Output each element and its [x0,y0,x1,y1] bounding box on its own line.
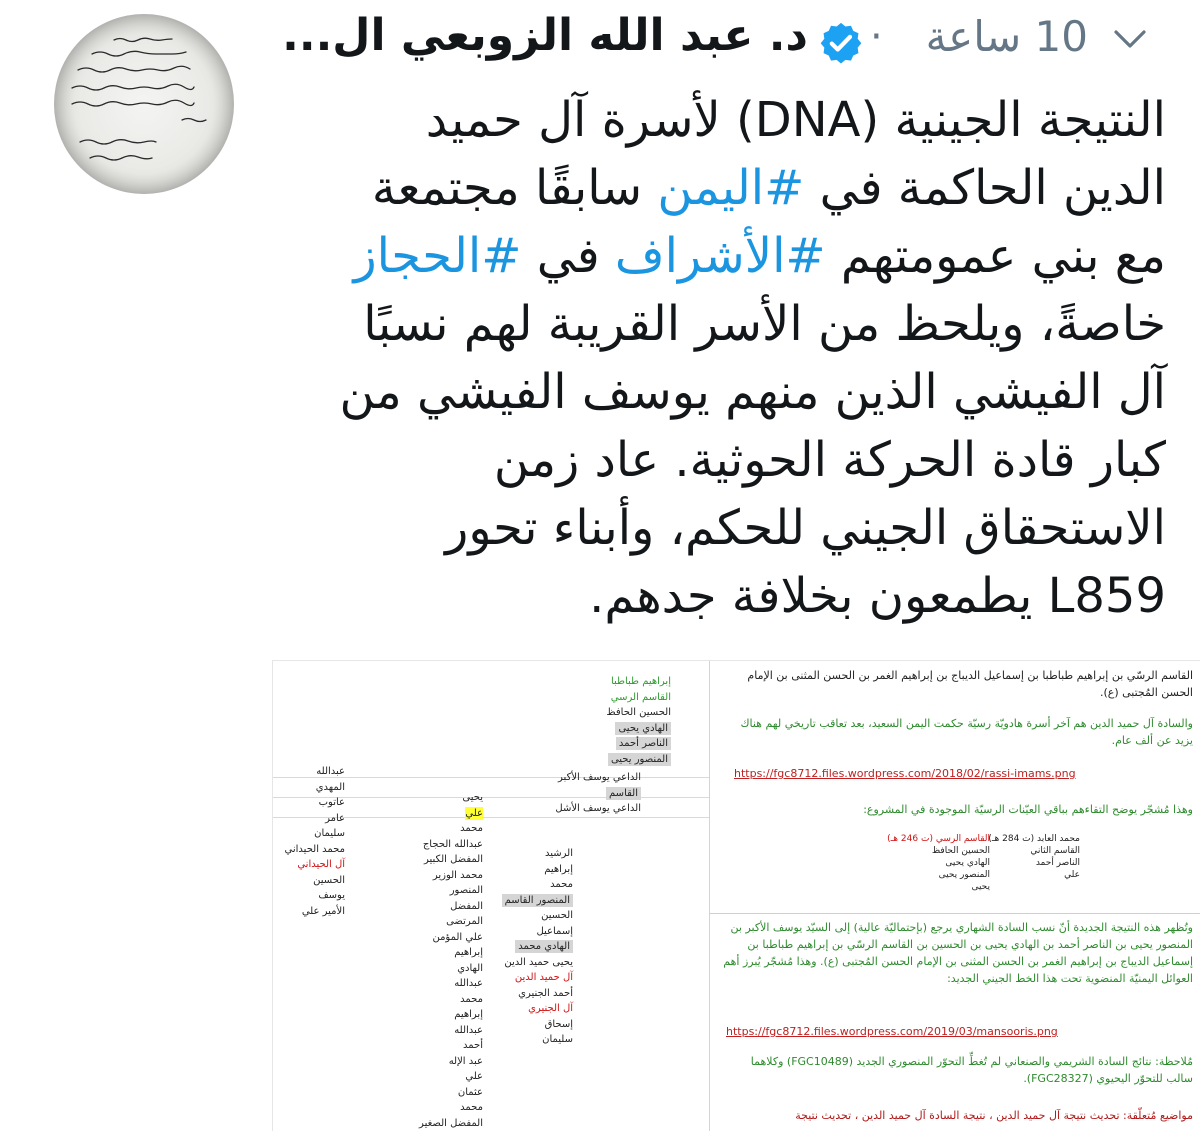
table-cell: عاتوب [318,797,345,808]
mini-table-cell: القاسم الرسي (ت 246 هـ) [887,834,990,844]
doc-paragraph: القاسم الرسّي بن إبراهيم طباطبا بن إسماعيل الديباج بن إبراهيم الغمر بن الحسن المثنى بن الإمام الحسن المُجتبى (ع). [747,669,1193,699]
hashtag-link[interactable]: #اليمن [657,160,805,216]
table-cell: المنصور القاسم [502,894,573,907]
tweet-text [266,86,1166,630]
table-cell: إبراهيم [544,863,573,875]
table-cell: الناصر أحمد [616,737,671,750]
tweet-text-segment: الاستحقاق الجيني للحكم، وأبناء تحور [445,500,1166,556]
tweet-text-segment: الدين الحاكمة في [804,160,1166,216]
tweet-text-segment: مع بني عمومتهم [825,228,1166,284]
tweet-line [266,86,1166,154]
chevron-down-icon[interactable] [1112,24,1148,54]
table-cell: المفضل الكبير [424,854,483,865]
verified-badge-icon [818,20,864,66]
mini-table-cell: المنصور يحيى [938,870,990,880]
table-cell: الهادي محمد [515,940,573,953]
mini-table-cell: محمد العابد (ت 284 هـ) [988,834,1080,844]
table-cell: إسحاق [544,1018,573,1030]
mini-table-cell: الناصر أحمد [1035,858,1080,868]
table-cell: محمد [460,1102,483,1113]
family-tree-table [273,661,709,1131]
table-cell: عبدالله [454,978,483,989]
table-cell: المرتضى [446,916,483,927]
table-cell: عبد الإله [448,1055,483,1067]
tweet-line [266,426,1166,494]
table-cell: أحمد الجنيري [518,987,573,999]
doc-paragraph: مواضيع مُتعلّقة: تحديث نتيجة آل حميد الدين ، نتيجة السادة آل حميد الدين ، تحديث نتيجة [795,1109,1193,1122]
tweet-line [266,154,1166,222]
tweet-line [266,222,1166,290]
tweet-text-segment: سابقًا مجتمعة [371,160,658,216]
mini-table-cell: القاسم الثاني [1030,846,1080,856]
table-cell: الرشيد [545,848,573,859]
attached-image[interactable] [272,660,1200,1131]
tweet-text-segment: النتيجة الجينية (DNA) لأسرة آل حميد [425,92,1166,148]
table-cell: الهادي يحيى [615,722,671,735]
author-name[interactable]: د. عبد الله الزوبعي ال... [282,10,808,61]
table-cell: الحسين الحافظ [606,707,671,718]
tweet-text-segment: L859 يطمعون بخلافة جدهم. [589,568,1166,624]
table-cell: إبراهيم [454,947,483,958]
doc-link[interactable]: https://fgc8712.files.wordpress.com/2018/02/rassi-imams.png [734,767,1076,780]
table-cell: سليمان [314,828,345,839]
handwritten-letter-image [54,14,234,194]
table-cell: الداعي يوسف الأكبر [558,772,641,783]
table-cell: يحيى [462,792,483,803]
table-cell: المهدي [315,781,345,793]
table-cell: القاسم الرسي [610,691,671,703]
doc-paragraph: مُلاحظة: نتائج السادة الشريمي والصنعاني لم تُغطِّ التحوّر المنصوري الجديد (FGC10489) وكلاهما سالب للتحوّر اليحيوي (FGC28327). [750,1055,1193,1085]
table-cell: عثمان [457,1086,483,1098]
table-cell: علي [465,807,483,819]
avatar[interactable] [54,14,234,194]
doc-paragraph: والسادة آل حميد الدين هم آخر أسرة هادويّة رسيّة حكمت اليمن السعيد، بعد تعاقب تاريخي لهم هناك يزيد عن ألف عام. [740,717,1193,747]
mini-tree-table [860,833,1090,893]
tweet-line [266,494,1166,562]
tweet-line [266,562,1166,630]
table-cell: محمد الحيداني [284,843,345,855]
hashtag-link[interactable]: #الحجاز [353,228,522,284]
table-cell: المنصور [449,885,483,896]
table-cell: الأمير علي [301,905,345,917]
table-cell: محمد [460,823,483,834]
doc-paragraph: وتُظهر هذه النتيجة الجديدة أنّ نسب السادة الشهاري يرجع (بإحتماليّة عالية) إلى السيّد يوسف الأكبر بن المنصور يحيى بن الناصر أحمد بن الهادي يحيى بن الحسين بن القاسم الرسّي بن إبراهيم طباطبا بن إسماعيل الديباج بن إبراهيم الغمر بن الحسن المثنى بن الإمام الحسن المُجتبى (ع). وهذا مُشجّر يُبرز أهم العوائل اليمنيّة المنضوية تحت هذا الخط الجيني الجديد: [723,921,1193,985]
table-cell: محمد الوزير [432,869,483,881]
tweet-timestamp[interactable]: 10 ساعة [925,12,1088,61]
table-cell: المنصور يحيى [608,753,671,766]
table-cell: آل الجنيري [528,1003,573,1014]
tweet-text-segment: كبار قادة الحركة الحوثية. عاد زمن [493,432,1166,488]
table-cell: عامر [325,812,345,824]
mini-table-cell: يحيى [971,882,990,892]
mini-table-cell: الحسين الحافظ [931,846,990,856]
table-cell: عبدالله الحجاج [422,838,483,850]
table-cell: الحسين [313,874,345,886]
table-cell: الحسين [541,910,573,921]
table-cell: إبراهيم [454,1009,483,1020]
tweet-text-segment: في [521,228,615,284]
table-cell: سليمان [542,1034,573,1045]
table-cell: محمد [550,879,573,890]
doc-paragraph: وهذا مُشجّر يوضح التقاءهم بباقي العيّنات الرسيّة الموجودة في المشروع: [863,803,1193,816]
mini-table-cell: الهادي يحيى [945,858,990,868]
table-cell: الهادي [457,962,483,974]
table-cell: علي المؤمن [432,931,483,943]
hashtag-link[interactable]: #الأشراف [614,228,826,284]
tweet-text-segment: خاصةً، ويلحظ من الأسر القريبة لهم نسبًا [363,296,1166,352]
table-cell: أحمد [463,1040,483,1051]
table-cell: آل حميد الدين [514,972,573,983]
table-cell: إسماعيل [536,925,573,937]
table-cell: عبدالله [454,1024,483,1036]
table-cell: المفضل الصغير [419,1117,483,1129]
doc-link[interactable]: https://fgc8712.files.wordpress.com/2019/03/mansooris.png [726,1025,1058,1038]
tweet-text-segment: آل الفيشي الذين منهم يوسف الفيشي من [339,364,1166,420]
table-cell: علي [465,1071,483,1082]
table-cell: محمد [460,993,483,1005]
table-cell: القاسم [606,787,641,800]
document-excerpt [710,661,1200,1131]
table-cell: عبدالله [316,766,345,777]
table-cell: المفضل [450,900,483,912]
tweet-line [266,290,1166,358]
tweet-line [266,358,1166,426]
table-cell: إبراهيم طباطبا [610,676,671,687]
table-cell: يوسف [318,890,345,901]
table-cell: يحيى حميد الدين [504,956,573,968]
table-cell: الداعي يوسف الأشل [555,803,641,814]
header-separator: · [870,14,883,60]
mini-table-cell: علي [1064,870,1080,880]
table-cell: آل الحيداني [297,859,345,870]
